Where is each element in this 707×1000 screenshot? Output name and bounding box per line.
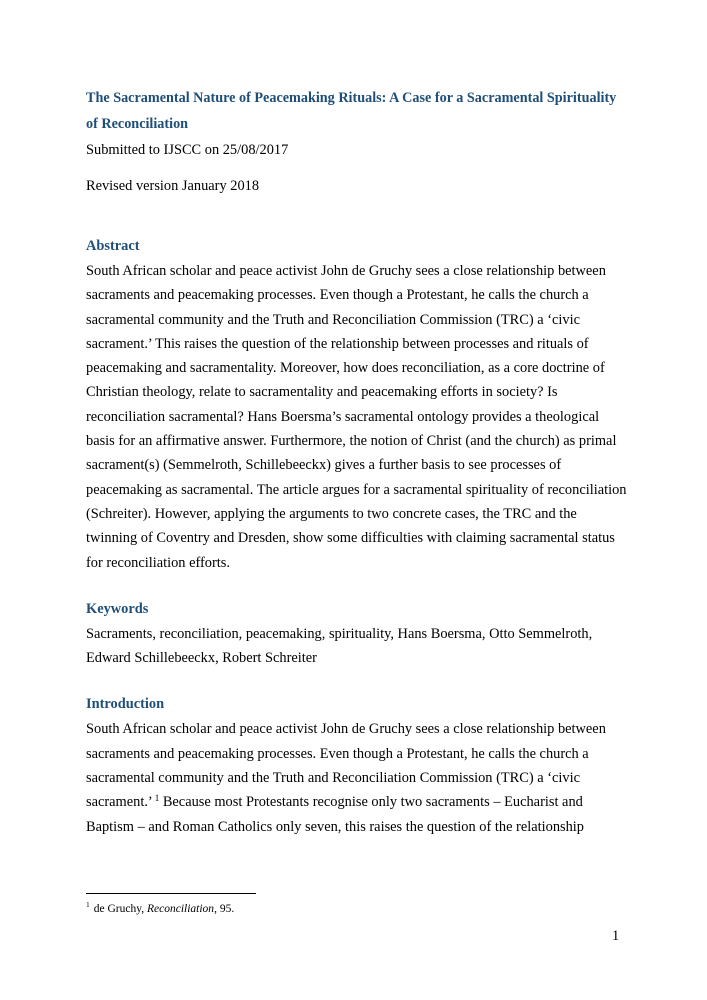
footnote-work-title: Reconciliation <box>146 903 215 915</box>
introduction-text-start: South African scholar and peace activist John de Gruchy sees a close relationship between sacraments and peacemaking processes. Even though a Protestant, he calls the church a sacramental community and the Truth and Reconciliation Commission (TRC) a ‘civic sacrament.’ <box>86 721 606 811</box>
revision-line: Revised version January 2018 <box>86 178 260 194</box>
keywords-text: Sacraments, reconciliation, peacemaking, spirituality, Hans Boersma, Otto Semmelroth, Edward Schillebeeckx, Robert Schreiter <box>86 625 593 667</box>
abstract-text: South African scholar and peace activist John de Gruchy sees a close relationship between sacraments and peacemaking processes. Even though a Protestant, he calls the church a sacramental community and the Truth and Reconciliation Commission (TRC) a ‘civic sacrament.’ This raises the question of the relationship between processes and rituals of peacemaking and sacramentality. Moreover, how does reconciliation, as a core doctrine of Christian theology, relate to sacramentality and peacemaking efforts in society? Is reconciliation sacramental? Hans Boersma’s sacramental ontology provides a theological basis for an affirmative answer. Furthermore, the notion of Christ (and the church) as primal sacrament(s) (Semmelroth, Schillebeeckx) gives a further basis to see processes of peacemaking as sacramental. The article argues for a sacramental spirituality of reconciliation (Schreiter). However, applying the arguments to two concrete cases, the TRC and the twinning of Coventry and Dresden, show some difficulties with claiming sacramental status for reconciliation efforts. <box>86 263 627 571</box>
paper-title: The Sacramental Nature of Peacemaking Rituals: A Case for a Sacramental Spirituality of Reconciliation <box>86 90 617 132</box>
footnote-divider <box>86 893 256 894</box>
footnote-number: 1 <box>86 900 90 910</box>
introduction-heading: Introduction <box>86 696 165 713</box>
page-content <box>86 85 631 839</box>
footnote-author: de Gruchy, <box>93 903 147 915</box>
introduction-text <box>86 717 631 838</box>
abstract-heading: Abstract <box>86 238 140 254</box>
keywords-heading: Keywords <box>86 600 149 617</box>
footnote <box>86 901 234 917</box>
submission-line: Submitted to IJSCC on 25/08/2017 <box>86 142 289 158</box>
footnote-page: , 95. <box>214 903 235 915</box>
footnote-reference[interactable]: 1 <box>154 792 160 803</box>
introduction-text-continued: Because most Protestants recognise only two sacraments – Eucharist and Baptism – and Roman Catholics only seven, this raises the question of the relationship <box>86 794 585 835</box>
page-number: 1 <box>612 928 620 944</box>
